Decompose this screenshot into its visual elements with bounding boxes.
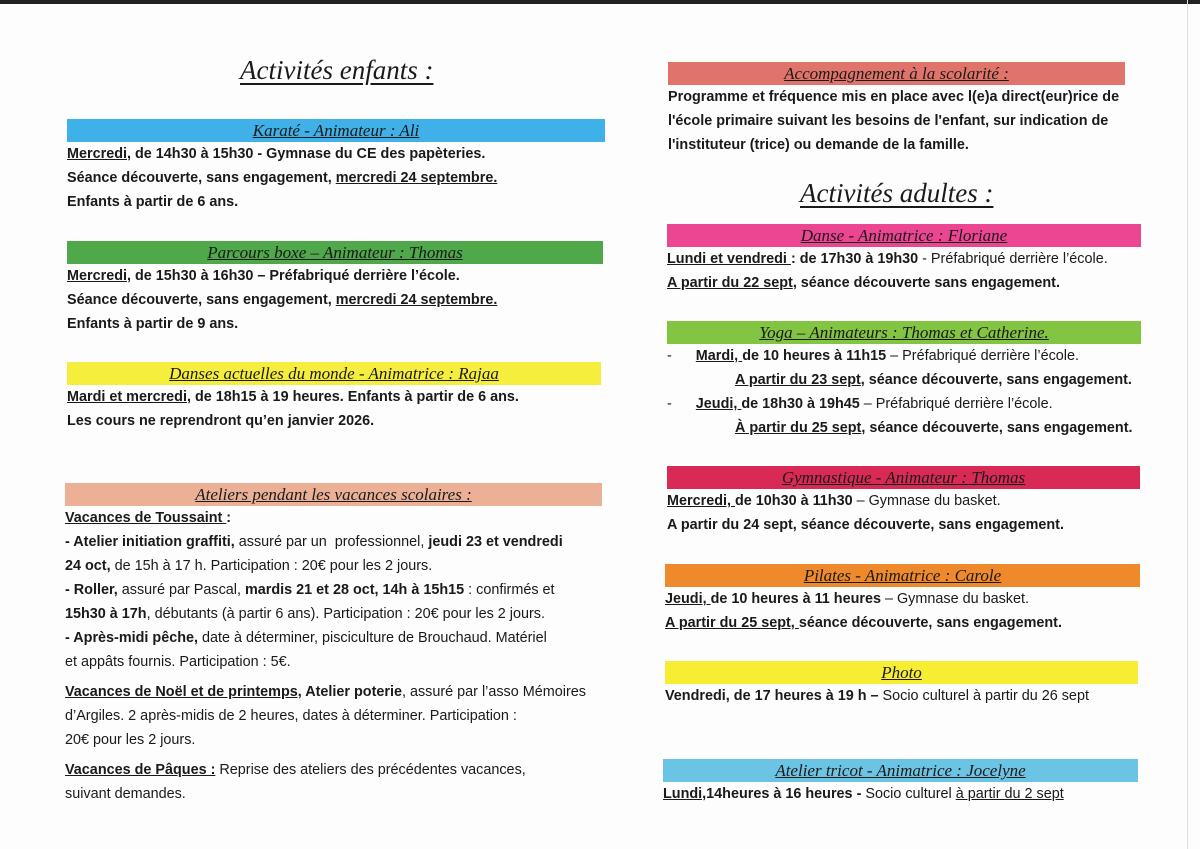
- section-header-bar: [67, 362, 601, 385]
- text-segment: Séance découverte, sans engagement,: [67, 170, 336, 186]
- text-segment: assuré par un professionnel,: [234, 534, 429, 550]
- section-title: Karaté - Animateur : Ali: [252, 121, 420, 140]
- section-pilates: [665, 564, 1140, 635]
- text-segment: mercredi 24 septembre.: [335, 292, 498, 308]
- text-segment: Enfants à partir de 9 ans.: [67, 316, 239, 332]
- text-line: [65, 506, 602, 530]
- text-segment: à partir du 2 sept: [955, 786, 1064, 802]
- text-segment: 20€ pour les 2 jours.: [65, 732, 196, 748]
- text-segment: :: [226, 510, 232, 526]
- text-segment: - Préfabriqué derrière l’école.: [918, 251, 1108, 267]
- section-tricot: [663, 759, 1138, 806]
- text-segment: Socio culturel à partir du 26 sept: [878, 688, 1089, 704]
- section-header-bar: [665, 661, 1138, 684]
- text-line: [65, 650, 602, 674]
- text-segment: A partir du 24 sept, séance découverte, sans engagement.: [667, 517, 1064, 533]
- text-segment: – Préfabriqué derrière l’école.: [886, 348, 1079, 364]
- section-danses-monde: [67, 362, 601, 433]
- section-title: Ateliers pendant les vacances scolaires :: [195, 485, 472, 504]
- text-line: [65, 782, 602, 806]
- text-segment: - Roller,: [65, 582, 118, 598]
- text-segment: l'instituteur (trice) ou demande de la famille.: [668, 137, 969, 153]
- text-line: [667, 416, 1141, 440]
- text-segment: Vendredi, de 17 heures à 19 h –: [665, 688, 879, 704]
- text-line: [663, 782, 1138, 806]
- text-segment: et appâts fournis. Participation : 5€.: [65, 654, 291, 670]
- text-segment: , séance découverte, sans engagement.: [860, 372, 1132, 388]
- text-segment: -: [667, 348, 696, 364]
- text-segment: l'école primaire suivant les besoins de l'enfant, sur indication de: [668, 113, 1109, 129]
- text-segment: A partir du 22 sept: [667, 275, 793, 291]
- section-header-bar: [67, 241, 603, 264]
- text-segment: suivant demandes.: [65, 786, 186, 802]
- text-segment: de 10h30 à 11h30: [734, 493, 853, 509]
- text-segment: Mercredi: [67, 268, 127, 284]
- title-activites-adultes: Activités adultes :: [800, 178, 994, 208]
- text-segment: – Gymnase du basket.: [880, 591, 1029, 607]
- text-line: [65, 602, 602, 626]
- title-activites-enfants: Activités enfants :: [240, 55, 434, 85]
- text-line: [668, 133, 1125, 157]
- text-segment: de 10 heures à 11h15: [742, 348, 887, 364]
- text-segment: Atelier poterie: [301, 684, 402, 700]
- text-line: [65, 728, 602, 752]
- section-title: Parcours boxe – Animateur : Thomas: [207, 243, 463, 262]
- text-segment: Programme et fréquence mis en place avec l(e)a direct(eur)rice de: [668, 89, 1120, 105]
- text-segment: -: [667, 396, 696, 412]
- text-segment: d’Argiles. 2 après-midis de 2 heures, dates à déterminer. Participation :: [65, 708, 517, 724]
- text-segment: , débutants (à partir 6 ans). Participation : 20€ pour les 2 jours.: [146, 606, 545, 622]
- text-segment: , séance découverte sans engagement.: [792, 275, 1060, 291]
- text-segment: , séance découverte, sans engagement.: [861, 420, 1133, 436]
- text-line: [65, 758, 602, 782]
- text-segment: , de 15h30 à 16h30 – Préfabriqué derrière l’école.: [127, 268, 460, 284]
- text-segment: [667, 372, 735, 388]
- section-parcours-boxe: [67, 241, 603, 336]
- section-title: Yoga – Animateurs : Thomas et Catherine.: [759, 323, 1049, 342]
- text-segment: , assuré par l’asso Mémoires: [401, 684, 586, 700]
- text-segment: Socio culturel: [861, 786, 956, 802]
- text-segment: A partir du 25 sept,: [665, 615, 799, 631]
- section-title: Danses actuelles du monde - Animatrice : Rajaa: [169, 364, 499, 383]
- section-gymnastique: [667, 466, 1140, 537]
- text-segment: A partir du 23 sept: [734, 372, 861, 388]
- section-header-bar: [667, 224, 1141, 247]
- text-line: [65, 704, 602, 728]
- text-segment: – Gymnase du basket.: [852, 493, 1001, 509]
- text-segment: mercredi 24 septembre.: [335, 170, 498, 186]
- text-segment: – Préfabriqué derrière l’école.: [859, 396, 1053, 412]
- text-segment: de 18h30 à 19h45: [741, 396, 860, 412]
- text-segment: Mardi,: [695, 348, 743, 364]
- section-karate: [67, 119, 605, 214]
- section-ateliers-vacances: [65, 483, 602, 806]
- text-segment: Mercredi: [67, 146, 127, 162]
- section-header-bar: [663, 759, 1138, 782]
- section-title: Danse - Animatrice : Floriane: [800, 226, 1008, 245]
- text-segment: 15h30 à 17h: [65, 606, 147, 622]
- text-segment: 14heures à 16 heures -: [706, 786, 862, 802]
- text-segment: assuré par Pascal,: [117, 582, 245, 598]
- text-segment: Vacances de Pâques :: [65, 762, 216, 778]
- text-segment: séance découverte, sans engagement.: [798, 615, 1062, 631]
- text-line: [665, 684, 1138, 708]
- text-segment: 24 oct,: [65, 558, 111, 574]
- text-line: [65, 578, 602, 602]
- text-segment: jeudi 23 et vendredi: [428, 534, 563, 550]
- text-line: [67, 312, 603, 336]
- section-title: Gymnastique - Animateur : Thomas: [781, 468, 1026, 487]
- section-yoga: [667, 321, 1141, 440]
- text-segment: Jeudi,: [665, 591, 711, 607]
- text-segment: : confirmés et: [464, 582, 555, 598]
- text-line: [65, 626, 602, 650]
- text-line: [65, 530, 602, 554]
- section-accompagnement: [668, 62, 1125, 157]
- section-header-bar: [67, 119, 605, 142]
- text-segment: [667, 420, 735, 436]
- text-segment: Reprise des ateliers des précédentes vacances,: [215, 762, 526, 778]
- section-title: Pilates - Animatrice : Carole: [803, 566, 1002, 585]
- text-segment: Mercredi,: [667, 493, 735, 509]
- text-segment: Jeudi,: [695, 396, 742, 412]
- text-line: [67, 288, 603, 312]
- text-segment: À partir du 25 sept: [734, 420, 862, 436]
- text-line: [667, 247, 1141, 271]
- text-line: [667, 392, 1141, 416]
- text-segment: mardis 21 et 28 oct, 14h à 15h15: [244, 582, 465, 598]
- text-segment: Séance découverte, sans engagement,: [67, 292, 336, 308]
- section-photo: [665, 661, 1138, 708]
- text-segment: Lundi et vendredi: [667, 251, 791, 267]
- text-segment: de 10 heures à 11 heures: [710, 591, 881, 607]
- section-header-bar: [667, 321, 1141, 344]
- text-line: [67, 190, 605, 214]
- text-segment: Les cours ne reprendront qu’en janvier 2026.: [67, 413, 375, 429]
- text-line: [665, 611, 1140, 635]
- text-line: [67, 142, 605, 166]
- text-segment: de 15h à 17 h. Participation : 20€ pour les 2 jours.: [110, 558, 433, 574]
- text-line: [667, 344, 1141, 368]
- text-segment: date à déterminer, pisciculture de Brouchaud. Matériel: [198, 630, 547, 646]
- text-segment: , de 18h15 à 19 heures. Enfants à partir de 6 ans.: [186, 389, 519, 405]
- text-line: [67, 166, 605, 190]
- text-line: [65, 554, 602, 578]
- section-title: Atelier tricot - Animatrice : Jocelyne: [775, 761, 1026, 780]
- text-segment: Mardi et mercredi: [67, 389, 187, 405]
- text-segment: - Après-midi pêche,: [65, 630, 199, 646]
- text-line: [67, 409, 601, 433]
- text-line: [668, 109, 1125, 133]
- text-line: [665, 587, 1140, 611]
- section-header-bar: [665, 564, 1140, 587]
- section-header-bar: [667, 466, 1140, 489]
- section-title: Accompagnement à la scolarité :: [784, 64, 1009, 83]
- text-line: [667, 489, 1140, 513]
- text-line: [667, 368, 1141, 392]
- text-segment: Vacances de Toussaint: [65, 510, 227, 526]
- section-header-bar: [65, 483, 602, 506]
- section-danse: [667, 224, 1141, 295]
- text-line: [65, 680, 602, 704]
- text-segment: Enfants à partir de 6 ans.: [67, 194, 239, 210]
- text-line: [667, 513, 1140, 537]
- section-title: Photo: [881, 663, 922, 682]
- text-line: [667, 271, 1141, 295]
- text-line: [67, 264, 603, 288]
- section-header-bar: [668, 62, 1125, 85]
- text-segment: Lundi,: [663, 786, 707, 802]
- text-segment: - Atelier initiation graffiti,: [65, 534, 235, 550]
- text-line: [668, 85, 1125, 109]
- text-segment: : de 17h30 à 19h30: [790, 251, 919, 267]
- text-segment: Vacances de Noël et de printemps,: [65, 684, 302, 700]
- text-line: [67, 385, 601, 409]
- text-segment: , de 14h30 à 15h30 - Gymnase du CE des papèteries.: [127, 146, 486, 162]
